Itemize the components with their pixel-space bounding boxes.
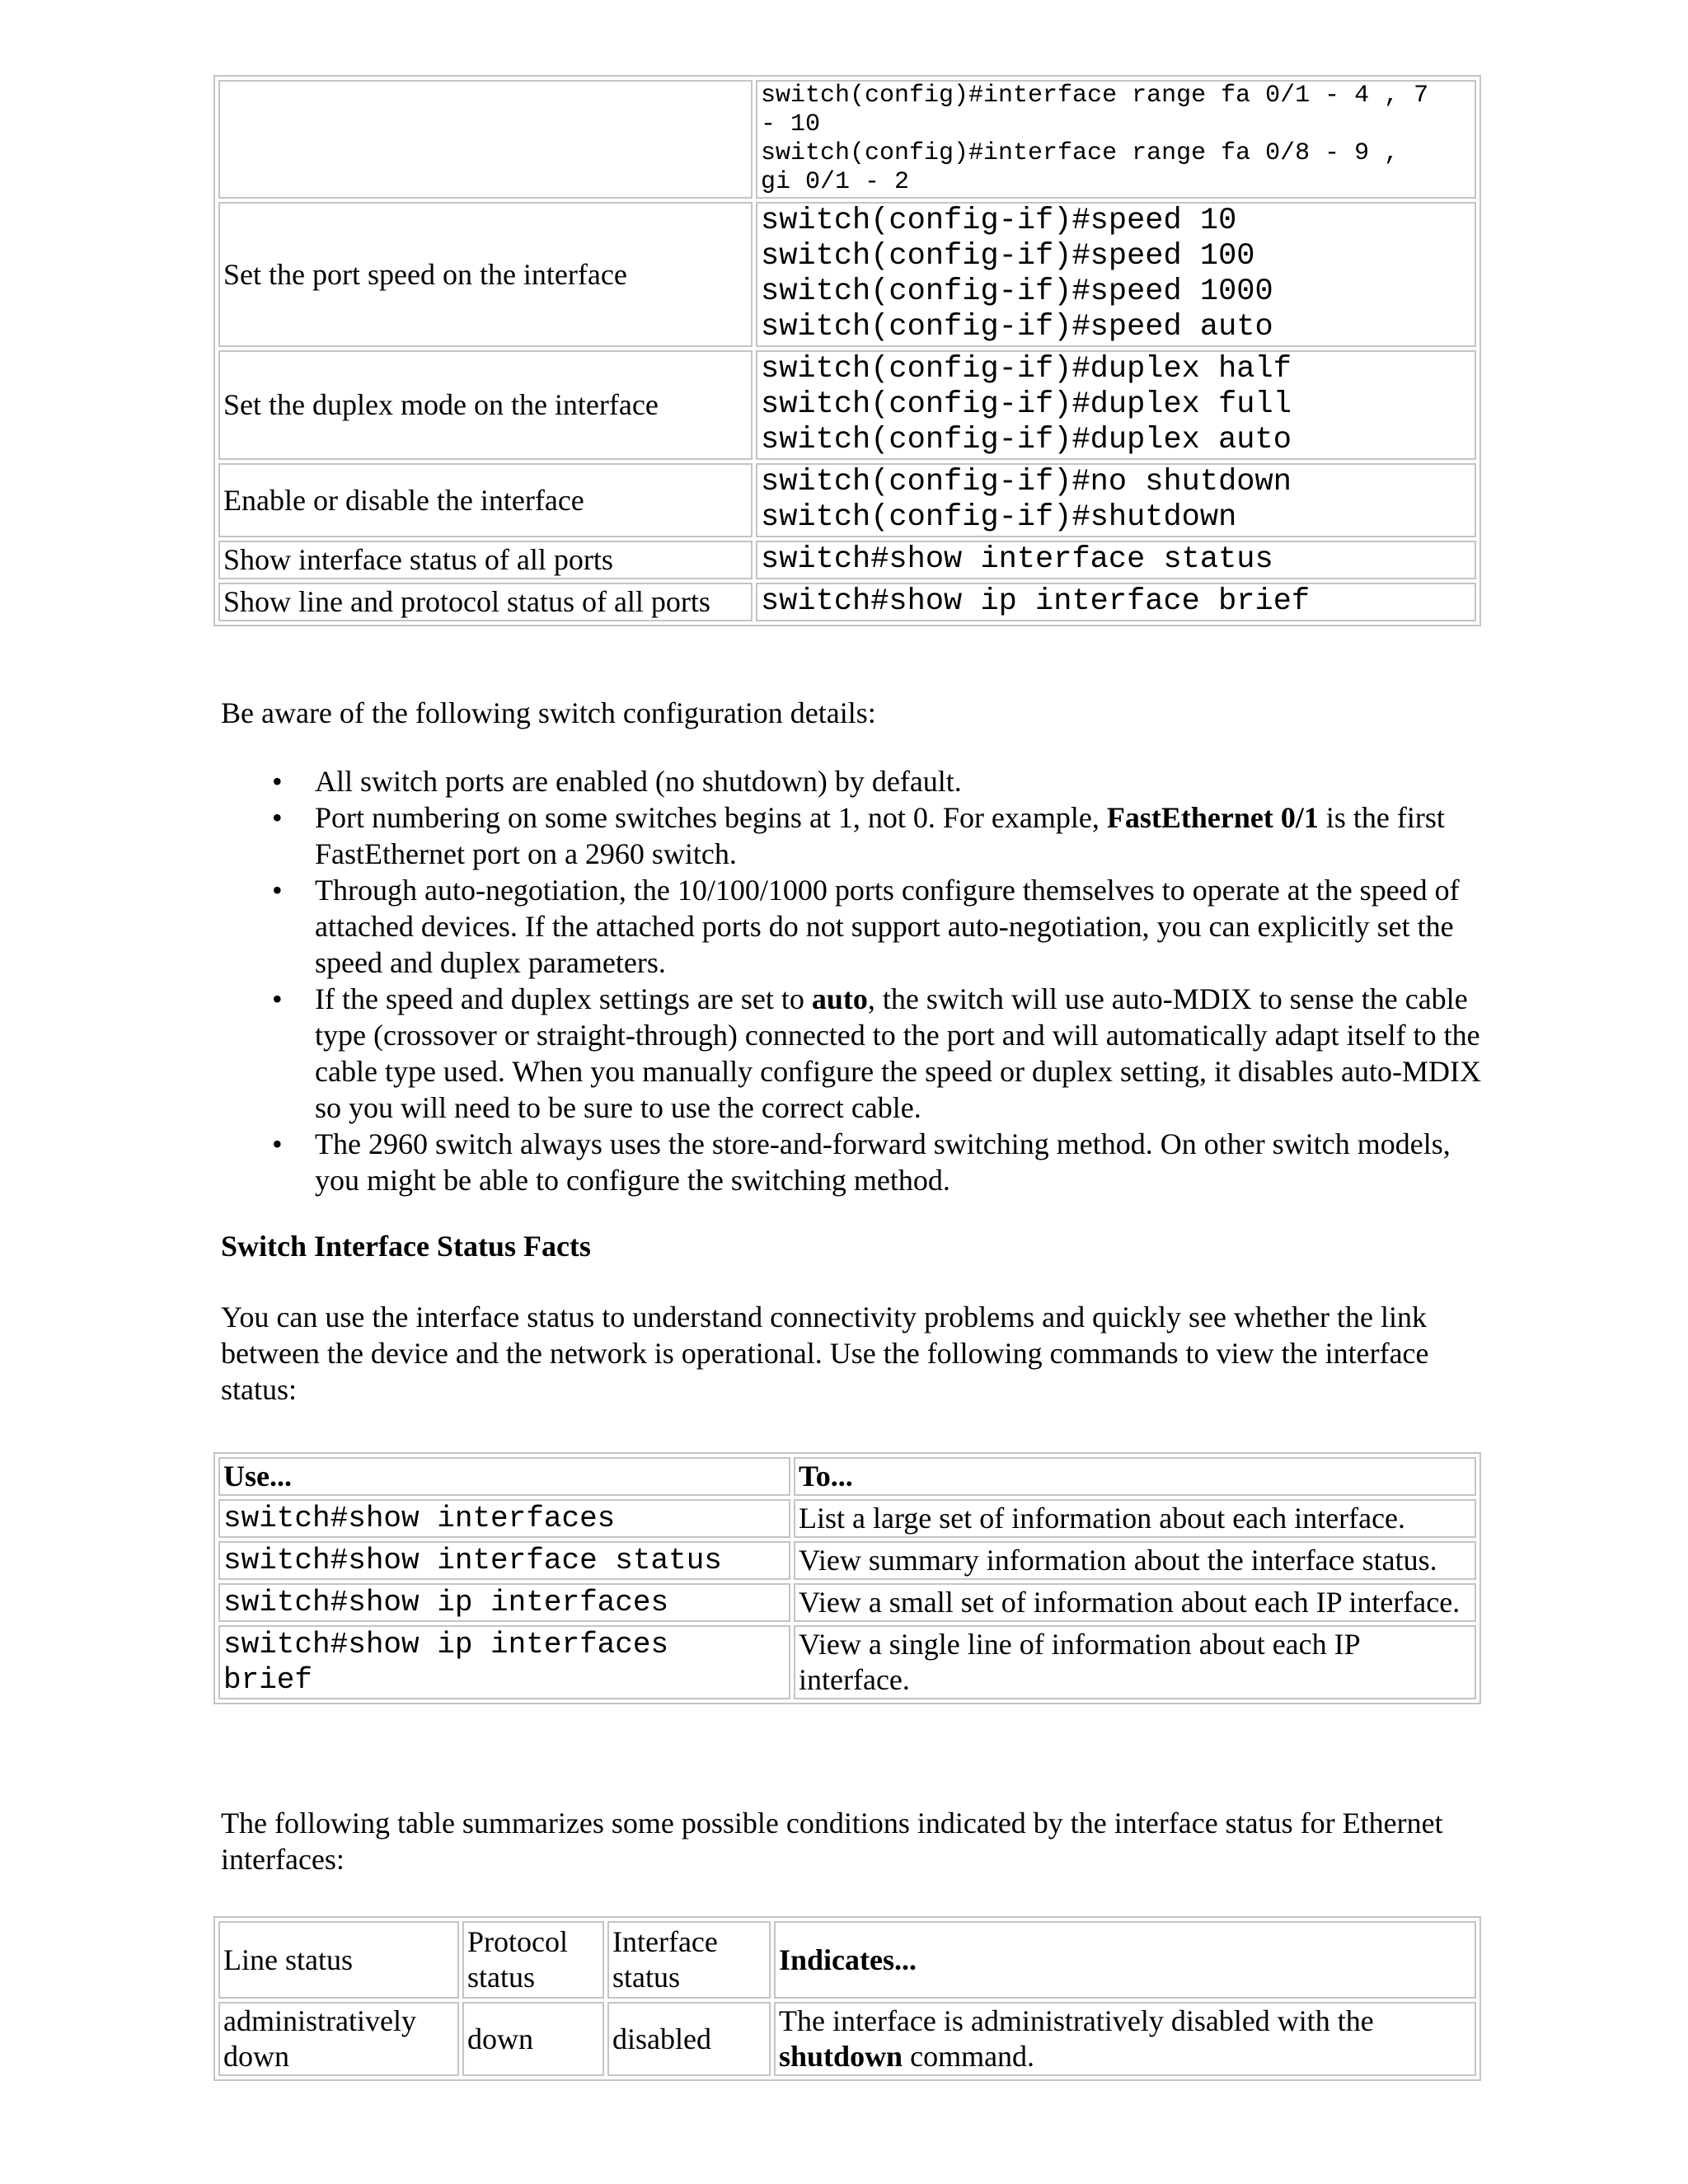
command-cell: switch#show interface status	[218, 1541, 790, 1580]
bullet-icon: •	[272, 982, 283, 1015]
column-header: To...	[794, 1457, 1476, 1496]
bullet-text: All switch ports are enabled (no shutdown) by default.	[315, 765, 962, 798]
table-row	[218, 2002, 1476, 2076]
column-header: Interface status	[607, 1921, 771, 1999]
table-row	[218, 1583, 1476, 1622]
command-cell	[756, 202, 1476, 347]
table-row	[218, 1499, 1476, 1538]
table-row	[218, 350, 1476, 460]
description-cell: Enable or disable the interface	[218, 463, 753, 537]
description-cell: Set the port speed on the interface	[218, 202, 753, 347]
command-cell	[756, 350, 1476, 460]
status-facts-intro: You can use the interface status to understand connectivity problems and quickly see whether the link between the device and the network is operational. Use the following commands to view the interface status:	[221, 1301, 1429, 1406]
bullet-bold-text: auto	[811, 982, 868, 1015]
description-cell	[218, 80, 753, 199]
command-line: switch(config-if)#no shutdown	[761, 465, 1292, 499]
command-line: switch(config)#interface range fa 0/8 - 9 ,	[761, 139, 1400, 167]
bullet-icon: •	[272, 801, 283, 834]
command-cell	[756, 541, 1476, 579]
command-line: switch#show ip interface brief	[761, 584, 1311, 619]
command-cell: switch#show interfaces	[218, 1499, 790, 1538]
indicates-text: The interface is administratively disabled with the	[779, 2004, 1374, 2037]
conditions-intro: The following table summarizes some possible conditions indicated by the interface status for Ethernet interfaces:	[221, 1807, 1443, 1876]
bullet-text: The 2960 switch always uses the store-and-forward switching method. On other switch models, you might be able to configure the switching method.	[315, 1127, 1451, 1197]
command-line: switch(config)#interface range fa 0/1 - 4 , 7	[761, 82, 1429, 110]
config-details-list	[221, 763, 1482, 1198]
bullet-icon: •	[272, 874, 283, 907]
table-header-row	[218, 1921, 1476, 1999]
command-line: switch(config-if)#duplex auto	[761, 423, 1292, 457]
interface-status-cell: disabled	[607, 2002, 771, 2076]
description-cell: Show interface status of all ports	[218, 541, 753, 579]
column-header: Indicates...	[774, 1921, 1476, 1999]
list-item	[221, 981, 1482, 1126]
bullet-text: If the speed and duplex settings are set to	[315, 982, 812, 1015]
command-cell	[218, 1625, 790, 1699]
table-header-row	[218, 1457, 1476, 1496]
table-row	[218, 1541, 1476, 1580]
indicates-text: command.	[903, 2040, 1035, 2073]
list-item	[221, 872, 1482, 981]
command-line: - 10	[761, 110, 821, 138]
command-line: switch(config-if)#shutdown	[761, 500, 1237, 535]
description-cell: Show line and protocol status of all ports	[218, 583, 753, 621]
bullet-icon: •	[272, 765, 283, 798]
command-cell: switch#show ip interfaces	[218, 1583, 790, 1622]
bullet-text: Through auto-negotiation, the 10/100/1000 ports configure themselves to operate at the speed of attached devices. If the attached ports do not support auto-negotiation, you can explicitly set the speed and duplex parameters.	[315, 874, 1460, 979]
table-row	[218, 80, 1476, 199]
indicates-bold-text: shutdown	[779, 2040, 903, 2073]
line-status-cell: administratively down	[218, 2002, 459, 2076]
description-cell: View a small set of information about each IP interface.	[794, 1583, 1476, 1622]
column-header: Line status	[218, 1921, 459, 1999]
command-line: switch(config-if)#speed 10	[761, 204, 1237, 238]
command-line: gi 0/1 - 2	[761, 168, 910, 196]
command-cell	[756, 583, 1476, 621]
indicates-cell	[774, 2002, 1476, 2076]
column-header: Protocol status	[462, 1921, 604, 1999]
bullet-text: , the switch will use auto-MDIX to sense the cable type (crossover or straight-through) connected to the port and will automatically adapt itself to the cable type used. When you manually configure the speed or duplex setting, it disables auto-MDIX so you will need to be sure to use the correct cable.	[315, 982, 1481, 1124]
section-heading: Switch Interface Status Facts	[221, 1230, 591, 1263]
bullet-text: is the first FastEthernet port on a 2960 switch.	[315, 801, 1445, 870]
table-row	[218, 1625, 1476, 1699]
bullet-bold-text: FastEthernet 0/1	[1106, 801, 1319, 834]
conditions-table	[213, 1916, 1481, 2081]
description-cell: Set the duplex mode on the interface	[218, 350, 753, 460]
command-line: switch(config-if)#duplex full	[761, 387, 1292, 422]
status-commands-table	[213, 1452, 1481, 1704]
description-cell: View summary information about the interface status.	[794, 1541, 1476, 1580]
list-item	[221, 763, 1482, 799]
table-row	[218, 583, 1476, 621]
table-row	[218, 541, 1476, 579]
config-details-intro: Be aware of the following switch configuration details:	[221, 696, 876, 729]
config-commands-table	[213, 75, 1481, 626]
command-line: switch(config-if)#speed 100	[761, 239, 1255, 274]
bullet-icon: •	[272, 1127, 283, 1160]
command-line: switch(config-if)#speed 1000	[761, 274, 1273, 309]
table-row	[218, 463, 1476, 537]
command-cell	[756, 463, 1476, 537]
command-line: brief	[223, 1663, 313, 1697]
command-line: switch#show interface status	[761, 542, 1273, 577]
column-header: Use...	[218, 1457, 790, 1496]
command-line: switch(config-if)#duplex half	[761, 352, 1292, 387]
list-item	[221, 799, 1482, 872]
command-cell	[756, 80, 1476, 199]
command-line: switch(config-if)#speed auto	[761, 310, 1273, 344]
description-cell: View a single line of information about each IP interface.	[794, 1625, 1476, 1699]
table-row	[218, 202, 1476, 347]
list-item	[221, 1126, 1482, 1198]
protocol-status-cell: down	[462, 2002, 604, 2076]
bullet-text: Port numbering on some switches begins at 1, not 0. For example,	[315, 801, 1107, 834]
command-line: switch#show ip interfaces	[223, 1628, 669, 1661]
description-cell: List a large set of information about each interface.	[794, 1499, 1476, 1538]
